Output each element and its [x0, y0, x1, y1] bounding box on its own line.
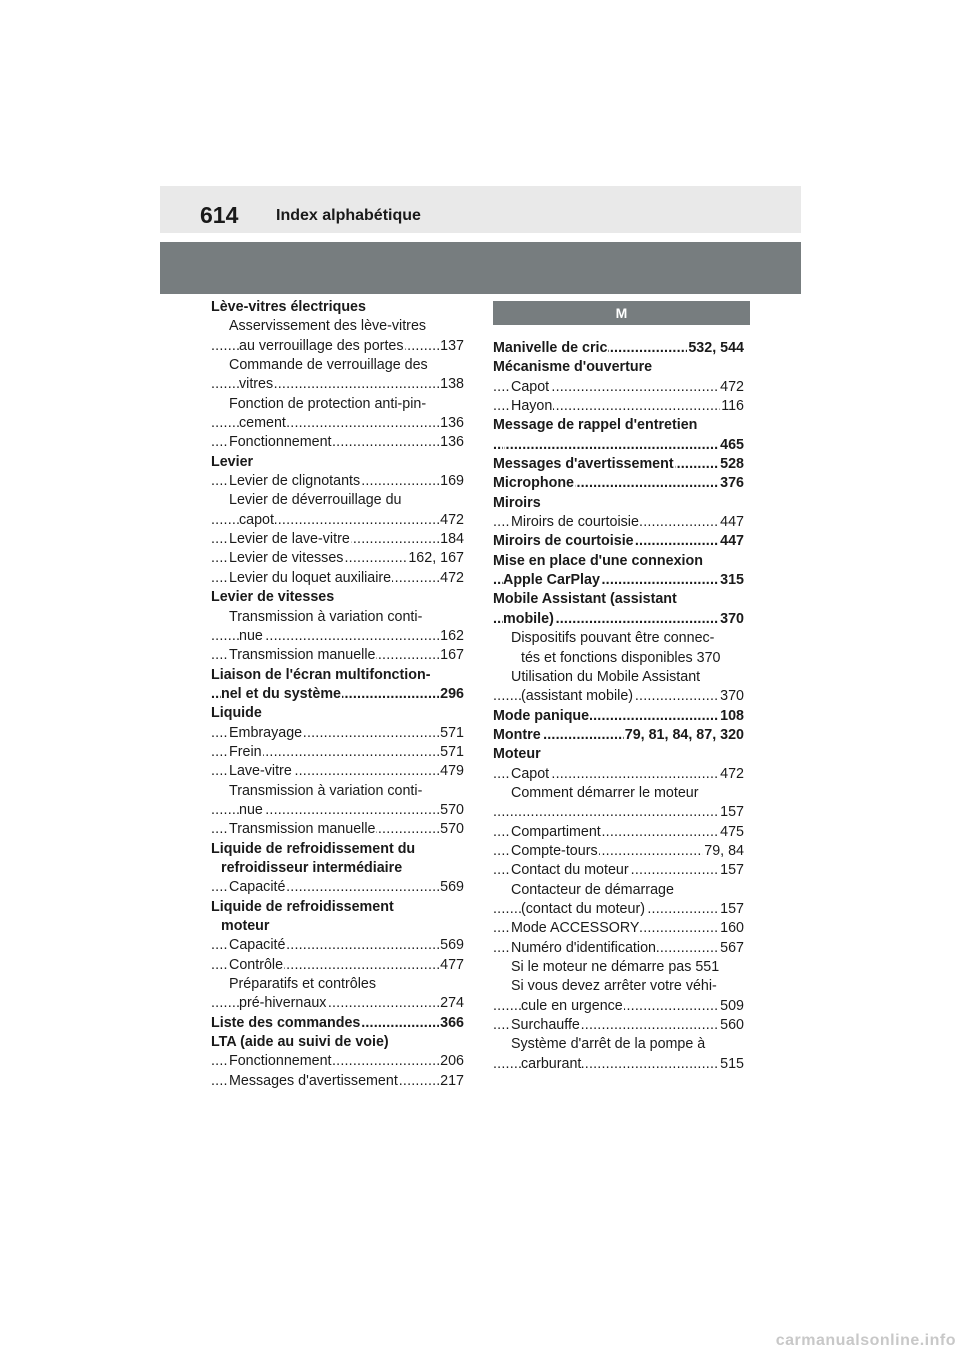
entry-page-ref: 447	[719, 532, 744, 551]
entry-page-ref: 532, 544	[687, 339, 744, 358]
index-entry	[211, 569, 464, 588]
index-entry	[211, 878, 464, 897]
entry-page-ref: 366	[439, 1014, 464, 1033]
entry-term: Liaison de l'écran multifonction-	[211, 666, 431, 683]
index-entry	[211, 724, 464, 743]
entry-term: Transmission à variation conti-	[229, 782, 423, 799]
entry-term: Hayon	[511, 398, 553, 415]
entry-term: Contrôle	[229, 956, 284, 973]
entry-term: Fonctionnement	[229, 1053, 332, 1070]
entry-term: Commande de verrouillage des	[229, 357, 428, 374]
index-entry	[493, 552, 744, 571]
entry-term: Compte-tours	[511, 842, 598, 859]
index-entry	[493, 610, 744, 629]
entry-term: Miroirs	[493, 494, 541, 511]
index-entry	[493, 919, 744, 938]
index-entry	[493, 977, 744, 996]
entry-term: Messages d'avertissement	[493, 456, 674, 473]
entry-page-ref: 136	[439, 414, 464, 433]
index-entry	[493, 571, 744, 590]
index-entry	[211, 801, 464, 820]
entry-term: Montre	[493, 726, 541, 743]
entry-term: LTA (aide au suivi de voie)	[211, 1034, 389, 1051]
entry-term: Mode ACCESSORY	[511, 920, 640, 937]
index-entry	[211, 685, 464, 704]
entry-term: Asservissement des lève-vitres	[229, 318, 427, 335]
entry-page-ref: 515	[719, 1055, 744, 1074]
entry-term: Transmission manuelle	[229, 647, 376, 664]
index-entry	[493, 1016, 744, 1035]
entry-term: Numéro d'identification	[511, 939, 656, 956]
entry-page-ref: 167	[439, 646, 464, 665]
index-entry	[211, 859, 464, 878]
entry-page-ref: 157	[719, 861, 744, 880]
entry-term: Liquide	[211, 705, 262, 722]
index-entry	[493, 687, 744, 706]
entry-page-ref: 138	[439, 375, 464, 394]
entry-page-ref: 571	[439, 724, 464, 743]
entry-term: cule en urgence	[521, 997, 623, 1014]
entry-page-ref: 509	[719, 997, 744, 1016]
entry-term: Message de rappel d'entretien	[493, 417, 698, 434]
entry-term: Système d'arrêt de la pompe à	[511, 1036, 706, 1053]
entry-term: Mode panique	[493, 707, 590, 724]
entry-term: Apple CarPlay	[503, 572, 600, 589]
entry-page-ref: 184	[439, 530, 464, 549]
index-entry	[211, 1052, 464, 1071]
entry-page-ref: 570	[439, 801, 464, 820]
header-bar	[160, 186, 801, 233]
index-column-left	[211, 298, 464, 1091]
index-entry	[211, 433, 464, 452]
entry-term: Levier de clignotants	[229, 473, 361, 490]
entry-page-ref: 560	[719, 1016, 744, 1035]
index-entry	[211, 491, 464, 510]
index-entry	[211, 956, 464, 975]
index-entry	[493, 436, 744, 455]
entry-term: Capot	[511, 378, 550, 395]
entry-term: Préparatifs et contrôles	[229, 976, 377, 993]
entry-term: Liquide de refroidissement du	[211, 840, 416, 857]
index-entry	[493, 900, 744, 919]
index-entry	[493, 416, 744, 435]
index-entry	[493, 494, 744, 513]
index-entry	[493, 958, 744, 977]
entry-term: refroidisseur intermédiaire	[221, 859, 403, 876]
index-entry	[493, 1035, 744, 1054]
entry-page-ref: 447	[719, 513, 744, 532]
entry-term: nel et du système	[221, 685, 341, 702]
entry-term: Capot	[511, 765, 550, 782]
index-entry	[493, 745, 744, 764]
index-entry	[493, 513, 744, 532]
entry-term: Frein	[229, 743, 262, 760]
header-banner	[160, 242, 801, 294]
entry-page-ref: 465	[719, 436, 744, 455]
index-entry	[493, 455, 744, 474]
entry-term: Liquide de refroidissement	[211, 898, 394, 915]
index-entries-right	[493, 339, 744, 1074]
index-entry	[211, 975, 464, 994]
entry-term: Contact du moteur	[511, 862, 629, 879]
index-entry	[211, 762, 464, 781]
entry-term: Comment démarrer le moteur	[511, 784, 699, 801]
index-entry	[493, 823, 744, 842]
entry-term: Levier de déverrouillage du	[229, 492, 402, 509]
index-entry	[211, 666, 464, 685]
entry-term: Si vous devez arrêter votre véhi-	[511, 978, 717, 995]
entry-term: pré-hivernaux	[239, 995, 327, 1012]
entry-page-ref: 136	[439, 433, 464, 452]
entry-page-ref: 376	[719, 474, 744, 493]
index-entry	[493, 861, 744, 880]
entry-term: Messages d'avertissement	[229, 1072, 398, 1089]
entry-term	[503, 437, 504, 453]
letter-heading: M	[493, 301, 750, 325]
index-entry	[493, 842, 744, 861]
entry-term: (contact du moteur)	[521, 900, 645, 917]
index-entry	[493, 784, 744, 803]
index-entry	[211, 1072, 464, 1091]
index-entry	[211, 917, 464, 936]
entry-term: Miroirs de courtoisie	[493, 533, 634, 550]
entry-page-ref: 569	[439, 936, 464, 955]
entry-page-ref: 162	[439, 627, 464, 646]
index-entry	[211, 646, 464, 665]
index-entry	[211, 317, 464, 336]
index-entry	[211, 414, 464, 433]
entry-term: carburant	[521, 1055, 582, 1072]
index-entry	[493, 939, 744, 958]
entry-term: moteur	[221, 918, 270, 934]
index-entry	[493, 629, 744, 648]
index-entry	[493, 339, 744, 358]
entry-page-ref: 528	[719, 455, 744, 474]
entry-term: Levier de vitesses	[211, 589, 335, 606]
entry-page-ref: 162, 167	[407, 549, 464, 568]
entry-term: cement	[239, 415, 286, 432]
index-entry	[211, 298, 464, 317]
index-entry	[211, 840, 464, 859]
entry-page-ref: 567	[719, 939, 744, 958]
entry-page-ref: 569	[439, 878, 464, 897]
entry-page-ref: 137	[439, 337, 464, 356]
entry-page-ref: 206	[439, 1052, 464, 1071]
index-entry	[211, 530, 464, 549]
index-entry	[211, 743, 464, 762]
index-entry	[493, 358, 744, 377]
entry-page-ref: 472	[439, 569, 464, 588]
entry-page-ref: 79, 84	[703, 842, 744, 861]
entry-page-ref: 157	[719, 803, 744, 822]
entry-term: tés et fonctions disponibles 370	[521, 649, 721, 666]
entry-page-ref: 472	[439, 511, 464, 530]
entry-term: Mise en place d'une connexion	[493, 552, 703, 569]
entry-page-ref: 160	[719, 919, 744, 938]
entry-term: Moteur	[493, 746, 541, 763]
entry-page-ref: 116	[720, 397, 744, 416]
entry-page-ref: 315	[719, 571, 744, 590]
index-entry	[211, 472, 464, 491]
entry-term: Fonctionnement	[229, 434, 332, 451]
index-entry	[211, 375, 464, 394]
entry-term: au verrouillage des portes	[239, 337, 404, 354]
entry-page-ref: 370	[719, 610, 744, 629]
entry-term: Dispositifs pouvant être connec-	[511, 630, 715, 647]
page-number: 614	[200, 202, 239, 228]
index-entry	[211, 1033, 464, 1052]
entry-term: Transmission manuelle	[229, 821, 376, 838]
index-entry	[211, 608, 464, 627]
entry-term: Manivelle de cric	[493, 340, 608, 356]
entry-page-ref: 570	[439, 820, 464, 839]
index-entry	[211, 549, 464, 568]
index-entry	[211, 994, 464, 1013]
index-entry	[493, 649, 744, 668]
index-entry	[493, 378, 744, 397]
index-entry	[211, 453, 464, 472]
entry-term: Surchauffe	[511, 1017, 580, 1034]
section-title: Index alphabétique	[276, 207, 421, 224]
index-column-right	[493, 298, 744, 1074]
entry-term: Capacité	[229, 937, 286, 954]
entry-term: nue	[239, 801, 263, 818]
index-entry	[493, 590, 744, 609]
index-entry	[211, 588, 464, 607]
entry-term: Embrayage	[229, 724, 303, 741]
entry-page-ref: 475	[719, 823, 744, 842]
index-entry	[493, 707, 744, 726]
index-entry	[493, 803, 744, 822]
index-entry	[211, 820, 464, 839]
entry-term: Levier	[211, 453, 254, 470]
entry-term: Mobile Assistant (assistant	[493, 591, 677, 608]
entry-page-ref: 108	[719, 707, 744, 726]
index-entry	[493, 474, 744, 493]
entry-page-ref: 157	[719, 900, 744, 919]
index-entry	[211, 627, 464, 646]
entry-page-ref: 370	[719, 687, 744, 706]
index-entry	[211, 898, 464, 917]
entry-term: Microphone	[493, 475, 575, 492]
index-entry	[493, 532, 744, 551]
entry-term: Capacité	[229, 879, 286, 896]
index-entry	[211, 337, 464, 356]
index-entry	[493, 668, 744, 687]
entry-term: Fonction de protection anti-pin-	[229, 395, 427, 412]
watermark: carmanualsonline.info	[775, 1332, 956, 1349]
entry-term: Levier de lave-vitre	[229, 531, 350, 548]
index-entry	[493, 881, 744, 900]
index-entry	[493, 397, 744, 416]
entry-page-ref: 472	[719, 378, 744, 397]
entry-term: Levier du loquet auxiliaire	[229, 569, 392, 586]
entry-page-ref: 477	[439, 956, 464, 975]
entry-term	[521, 804, 522, 820]
entry-page-ref: 571	[439, 743, 464, 762]
index-entry	[493, 997, 744, 1016]
entry-term: mobile)	[503, 610, 554, 627]
entry-term: Contacteur de démarrage	[511, 881, 674, 898]
index-entry	[211, 356, 464, 375]
entry-term: Liste des commandes	[211, 1014, 361, 1031]
entry-term: capot	[239, 511, 274, 528]
entry-term: Si le moteur ne démarre pas 551	[511, 959, 720, 975]
entry-term: Lève-vitres électriques	[211, 299, 366, 315]
index-entry	[211, 782, 464, 801]
entry-term: nue	[239, 627, 263, 644]
index-entry	[211, 511, 464, 530]
entry-term: Levier de vitesses	[229, 550, 344, 567]
entry-term: Miroirs de courtoisie	[511, 514, 639, 531]
entry-page-ref: 217	[439, 1072, 464, 1091]
index-entry	[211, 1014, 464, 1033]
entry-term: Lave-vitre	[229, 763, 292, 780]
entry-term: Compartiment	[511, 823, 601, 840]
entry-page-ref: 169	[439, 472, 464, 491]
entry-page-ref: 296	[439, 685, 464, 704]
entry-page-ref: 472	[719, 765, 744, 784]
index-entry	[211, 395, 464, 414]
index-entry	[211, 936, 464, 955]
entry-term: Utilisation du Mobile Assistant	[511, 668, 701, 685]
entry-term: Transmission à variation conti-	[229, 608, 423, 625]
entry-term: (assistant mobile)	[521, 688, 634, 705]
index-entry	[211, 704, 464, 723]
entry-term: Mécanisme d'ouverture	[493, 359, 653, 376]
index-entry	[493, 726, 744, 745]
entry-page-ref: 274	[439, 994, 464, 1013]
entry-page-ref: 479	[439, 762, 464, 781]
entry-page-ref: 79, 81, 84, 87, 320	[624, 726, 744, 745]
index-entry	[493, 1055, 744, 1074]
index-entry	[493, 765, 744, 784]
entry-term: vitres	[239, 376, 274, 393]
